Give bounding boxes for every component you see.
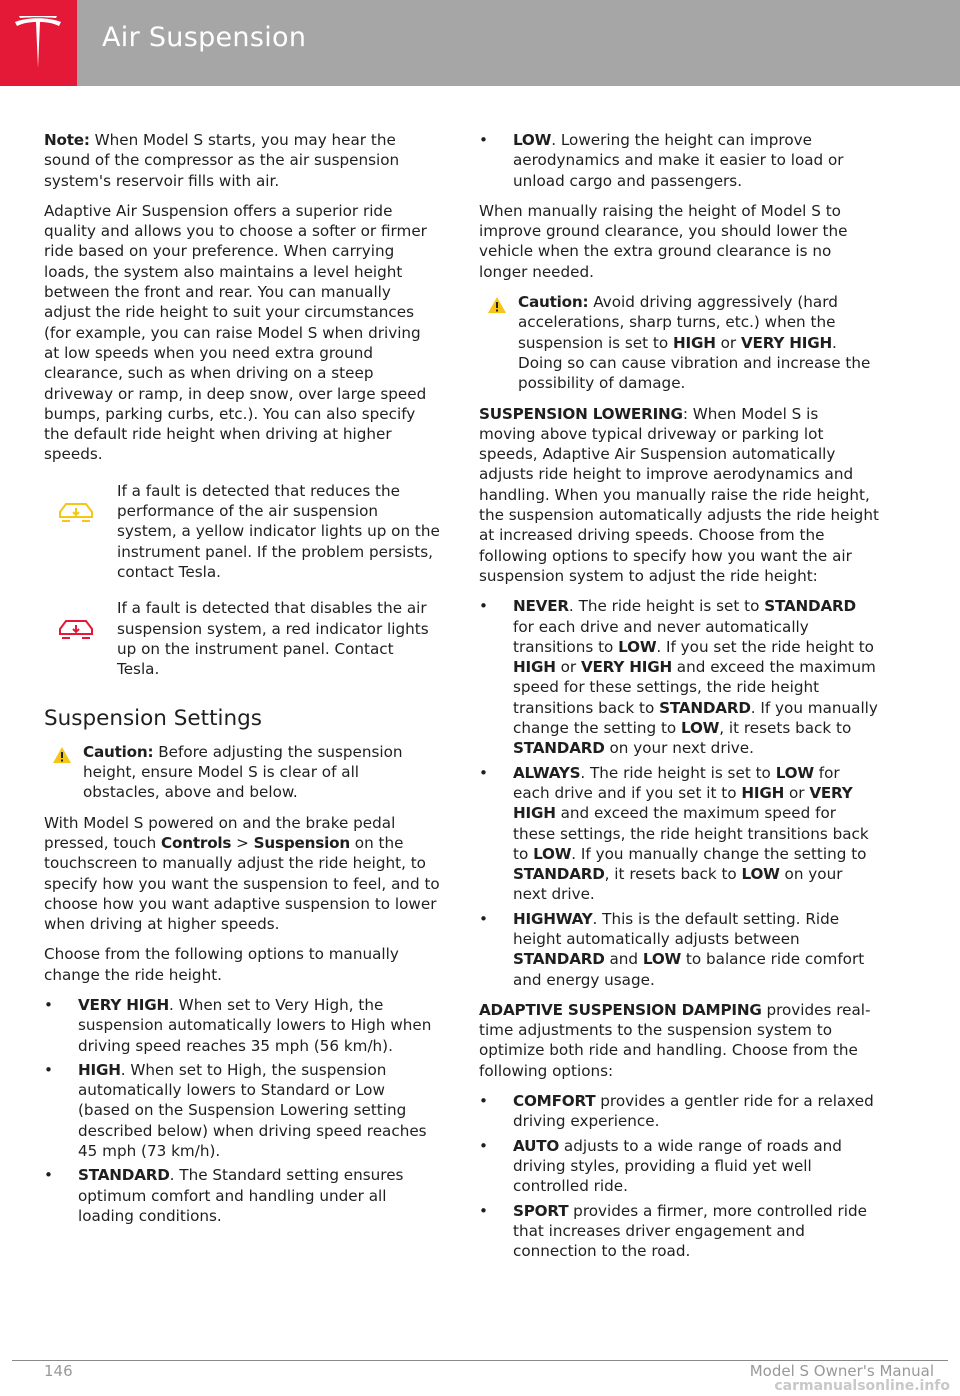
settings-paragraph-1 <box>44 813 440 935</box>
page-header <box>0 0 960 86</box>
suspension-fault-red-icon <box>56 616 96 642</box>
list-item-never <box>479 596 879 758</box>
tesla-logo <box>0 0 77 86</box>
list-item-very-high <box>44 995 440 1056</box>
warning-icon <box>52 746 72 764</box>
right-column <box>479 130 879 1271</box>
fault-yellow-text: If a fault is detected that reduces the performance of the air suspension system, a yellow indicator lights up on the instrument panel. If the problem persists, contact Tesla. <box>117 481 440 581</box>
note-paragraph <box>44 130 440 191</box>
text-segment: or <box>555 658 581 677</box>
list-item-high <box>44 1060 440 1161</box>
option-label: STANDARD <box>764 597 856 616</box>
section-title: Suspension Settings <box>44 706 262 732</box>
text-segment: for each drive and if you set it to <box>513 763 840 802</box>
caution-text: Before adjusting the suspension height, ensure Model S is clear of all obstacles, above and below. <box>83 742 403 802</box>
option-label: LOW <box>681 719 720 738</box>
option-label: STANDARD <box>513 865 605 884</box>
text-segment: provides real-time adjustments to the suspension system to optimize both ride and handling. Choose from the following options: <box>479 1000 871 1080</box>
option-label: VERY HIGH <box>740 333 832 352</box>
option-label: VERY HIGH <box>78 995 170 1014</box>
option-label: ALWAYS <box>513 763 581 782</box>
option-label: HIGH <box>673 333 716 352</box>
option-label: HIGHWAY <box>513 909 593 928</box>
list-item-highway <box>479 909 879 990</box>
manual-title: Model S Owner's Manual <box>749 1362 934 1380</box>
option-text: . When set to High, the suspension automatically lowers to Standard or Low (based on the Suspension Lowering setting described below) when driving speed reaches 45 mph (73 km/h). <box>78 1060 427 1161</box>
text-segment: , it resets back to <box>604 865 742 884</box>
raise-paragraph: When manually raising the height of Model S to improve ground clearance, you should lower the vehicle when the extra ground clearance is no longer needed. <box>479 201 848 281</box>
text-segment: and exceed the maximum speed for these settings, the ride height transitions back to <box>513 658 876 717</box>
caution-block-2 <box>479 292 879 393</box>
text-segment: . If you manually change the setting to <box>513 698 878 738</box>
option-label: LOW <box>642 950 682 969</box>
ride-height-list <box>44 995 440 1226</box>
text-segment: on the touchscreen to manually adjust the ride height, to specify how you want the suspension to feel, and to choose how you want adaptive suspension to lower when driving at higher speeds. <box>44 833 440 934</box>
text-segment: for each drive and never automatically transitions to <box>513 617 809 656</box>
page-number: 146 <box>44 1362 73 1380</box>
ride-height-list-cont <box>479 130 879 191</box>
suspension-fault-yellow-icon <box>56 499 96 525</box>
option-label: NEVER <box>513 597 569 616</box>
list-item-standard <box>44 1165 440 1226</box>
text-segment: . If you manually change the setting to <box>571 844 867 863</box>
option-text: . When set to Very High, the suspension automatically lowers to High when driving speed reaches 35 mph (56 km/h). <box>78 995 432 1055</box>
text-segment: > <box>231 833 254 852</box>
caution-label: Caution: <box>518 293 589 312</box>
option-label: LOW <box>513 131 552 149</box>
damping-options-list <box>479 1091 879 1261</box>
option-text: . The Standard setting ensures optimum comfort and handling under all loading conditions. <box>78 1166 404 1225</box>
warning-icon <box>487 296 507 314</box>
fault-red-text: If a fault is detected that disables the air suspension system, a red indicator lights up on the instrument panel. Contact Tesla. <box>117 599 429 679</box>
settings-paragraph-2: Choose from the following options to manually change the ride height. <box>44 945 399 984</box>
option-label: SPORT <box>513 1201 569 1220</box>
text-segment: . Doing so can cause vibration and increase the possibility of damage. <box>518 333 871 393</box>
list-item-always <box>479 763 879 905</box>
text-segment: . The ride height is set to <box>568 597 765 616</box>
option-label: HIGH <box>78 1060 121 1079</box>
text-segment: : When Model S is moving above typical driveway or parking lot speeds, Adaptive Air Suspension automatically adjusts ride height to improve aerodynamics and handling. When you manually raise the ride height, the suspension automatically adjusts the ride height at increased driving speeds. Choose from the following options to specify how you want the air suspension system to adjust the ride height: <box>479 404 879 585</box>
intro-paragraph: Adaptive Air Suspension offers a superior ride quality and allows you to choose a softer or firmer ride based on your preference. When carrying loads, the system also maintains a level height between the front and rear. You can manually adjust the ride height to suit your circumstances (for example, you can raise Model S when driving at low speeds when you need extra ground clearance, such as when driving on a steep driveway or ramp, in deep snow, over large speed bumps, parking curbs, etc.). You can also specify the default ride height when driving at higher speeds. <box>44 201 427 464</box>
text-segment: With Model S powered on and the brake pedal pressed, touch <box>44 813 396 852</box>
option-label: LOW <box>533 844 572 863</box>
option-text: provides a gentler ride for a relaxed driving experience. <box>513 1092 874 1131</box>
list-item-low <box>479 130 879 191</box>
text-segment: and <box>604 950 643 969</box>
option-label: LOW <box>618 637 657 656</box>
option-label: LOW <box>775 763 814 782</box>
option-label: LOW <box>741 865 780 884</box>
option-label: VERY HIGH <box>580 658 672 677</box>
text-segment: on your next drive. <box>604 739 754 758</box>
option-label: HIGH <box>513 658 556 677</box>
text-segment: . The ride height is set to <box>580 763 776 782</box>
option-label: AUTO <box>513 1136 560 1155</box>
text-segment: to balance ride comfort and energy usage. <box>513 950 865 989</box>
damping-label: ADAPTIVE SUSPENSION DAMPING <box>479 1000 762 1019</box>
watermark: carmanualsonline.info <box>774 1378 950 1394</box>
text-segment: or <box>715 333 741 352</box>
note-label: Note: <box>44 131 90 149</box>
text-segment: or <box>784 783 810 802</box>
text-segment: , it resets back to <box>719 719 852 738</box>
tesla-logo-icon <box>13 16 63 70</box>
text-segment: . If you set the ride height to <box>656 637 874 656</box>
list-item-sport <box>479 1201 879 1262</box>
option-label: STANDARD <box>659 698 751 717</box>
list-item-auto <box>479 1136 879 1197</box>
suspension-label: Suspension <box>253 833 350 852</box>
option-label: VERY HIGH <box>513 783 853 823</box>
text-segment: Avoid driving aggressively (hard accelerations, sharp turns, etc.) when the suspension is set to <box>518 293 838 352</box>
option-text: . Lowering the height can improve aerodynamics and make it easier to load or unload cargo and passengers. <box>513 131 844 190</box>
option-text: provides a firmer, more controlled ride that increases driver engagement and connection to the road. <box>513 1201 867 1261</box>
option-label: HIGH <box>741 783 785 802</box>
lowering-options-list <box>479 596 879 990</box>
text-segment: and exceed the maximum speed for these settings, the ride height transitions back to <box>513 804 869 863</box>
option-label: STANDARD <box>513 950 605 969</box>
page-title: Air Suspension <box>102 22 307 53</box>
lowering-label: SUSPENSION LOWERING <box>479 404 683 423</box>
text-segment: . This is the default setting. Ride height automatically adjusts between <box>513 909 840 948</box>
fault-red-row <box>44 598 440 679</box>
caution-label: Caution: <box>83 742 154 761</box>
option-label: STANDARD <box>78 1166 170 1185</box>
list-item-comfort <box>479 1091 879 1132</box>
option-label: COMFORT <box>513 1092 596 1111</box>
caution-block <box>44 742 440 803</box>
footer-divider <box>12 1360 948 1361</box>
option-text: adjusts to a wide range of roads and driving styles, providing a fluid yet well controlled ride. <box>513 1136 842 1196</box>
damping-paragraph <box>479 1000 879 1081</box>
lowering-paragraph <box>479 404 879 587</box>
option-label: STANDARD <box>513 739 605 758</box>
text-segment: on your next drive. <box>513 865 843 904</box>
note-text: When Model S starts, you may hear the sound of the compressor as the air suspension system's reservoir fills with air. <box>44 131 400 190</box>
left-column <box>44 130 440 1236</box>
controls-label: Controls <box>161 833 232 852</box>
fault-yellow-row <box>44 481 440 582</box>
